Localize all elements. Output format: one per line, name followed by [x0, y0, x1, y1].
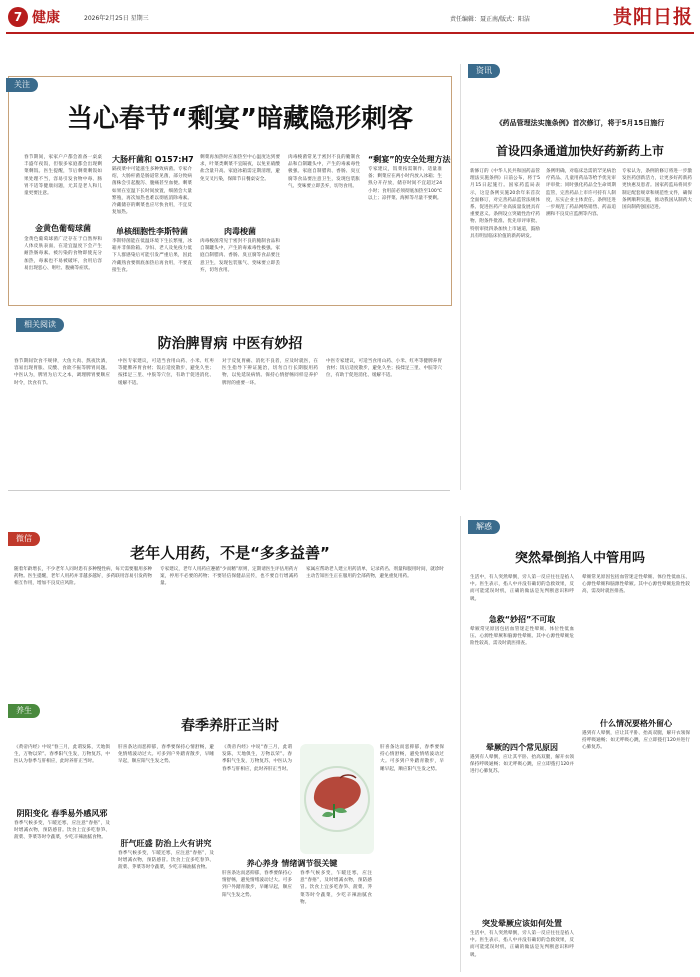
tag-letters: 微信 — [8, 532, 40, 546]
main-sub-ecoli: 大肠杆菌和 O157:H7 — [112, 155, 194, 164]
tag-news: 资讯 — [468, 64, 500, 78]
faint-col-c: 遇到有人晕倒，应让其平卧、抬高双腿，解开衣领保持呼吸通畅；如无呼吸心跳，应立即拨打120并进行心肺复苏。 — [470, 755, 574, 775]
faint-col-f: 遇到有人晕倒，应让其平卧、抬高双腿，解开衣领保持呼吸通畅；如无呼吸心跳，应立即拨打120并进行心肺复苏。 — [582, 731, 690, 751]
spring-sub-2: 养心养身 情绪调节很关键 — [246, 859, 338, 868]
main-col-c: 李斯特菌能在低温环境下生长繁殖，冰箱并非保险箱。孕妇、老人及免疫力低下人群感染后可能引发严重后果，因此冷藏熟食要彻底加热后再食用，不要直接生食。 — [112, 239, 192, 273]
news-col-b: 条例明确，对临床急需的罕见病治疗药品、儿童用药品等给予优先审评审批；同时强化药品全生命周期监管，完善药品上市许可持有人制度，压实企业主体责任。条例还进一步规范了药品网络销售、药品追溯和不良反应监测等内容。 — [546, 169, 616, 218]
main-col-e: 专家建议，饭菜按需制作、适量准备；剩菜应在两小时内放入冰箱；生熟分开存放，储存时间不宜超过24小时；食用前必须彻底加热至100℃以上；凉拌菜、海鲜等尽量不要剩。 — [368, 167, 442, 201]
main-intro: 春节期间，家家户户都会准备一桌桌丰盛年夜饭，但很多家庭都会出现剩菜剩饭。医生提醒，节后剩菜剩饭如果处理不当，容易引发食物中毒、肠胃不适等健康问题，尤其是老人和儿童更要注意。 — [24, 155, 102, 197]
tag-answer: 解惑 — [468, 520, 500, 534]
main-sub-staph: 金黄色葡萄球菌 — [35, 224, 91, 233]
faint-col-e: 晕厥常见原因包括血管迷走性晕厥、体位性低血压、心源性晕厥和脑源性晕厥。其中心源性晕厥危险性较高，需及时就医排查。 — [582, 575, 690, 595]
faint-sub-4: 突发晕厥应该如何处置 — [482, 919, 562, 928]
spring-col-d: 春季气候多变，乍暖还寒，应注意“春捂”，及时增减衣物，预防感冒。饮食上宜多吃春笋、菠菜、荠菜等时令蔬菜，少吃辛辣油腻食物。 — [118, 851, 214, 871]
column-rule-2 — [460, 516, 461, 972]
spring-col-e: 《黄帝内经》中说“春三月，此谓发陈，天地俱生，万物以荣”。春季阳气生发，万物复苏，中医认为春季与肝相应，此时养肝正当时。 — [222, 745, 292, 772]
elder-col-c: 家属应帮助老人建立用药清单，记录药名、剂量和服用时间，就诊时主动告知医生正在服用的全部药物，避免重复用药。 — [306, 567, 444, 580]
newspaper-logo: 贵阳日报 — [612, 6, 693, 28]
tcm-col-d: 中医专家建议，可适当食用山药、小米、红枣等健脾养胃食材；饭后适度散步，避免久坐；按揉足三里、中脘等穴位，有助于促进消化、缓解不适。 — [326, 359, 442, 379]
main-sub-safety: “剩宴”的安全处理方法 — [368, 155, 451, 164]
news-kicker: 《药品管理法实施条例》首次修订，将于5月15日施行 — [495, 119, 665, 127]
elder-headline: 老年人用药，不是“多多益善” — [130, 544, 330, 562]
tcm-col-c: 对于反复胃痛、消化不良者，应及时就医，在医生指导下辨证施治，切勿自行长期服用药物，以免延误病情。保持心情舒畅同样是养护脾胃的重要一环。 — [222, 359, 318, 386]
faint-sub-1: 急救“妙招”不可取 — [488, 615, 556, 624]
liver-icon — [300, 744, 374, 854]
elder-col-b: 专家建议，老年人用药应遵循“少而精”原则，定期请医生评估用药方案，停用不必要的药物；不要轻信保健品宣传，也不要自行增减药量。 — [160, 567, 298, 587]
spring-col-h: 肝喜条达而恶抑郁，春季要保持心情舒畅，避免情绪波动过大。可多到户外踏青散步，早睡早起，顺应阳气生发之势。 — [380, 745, 444, 772]
faint-sub-2: 晕厥的四个常见原因 — [486, 743, 558, 752]
main-col-c2: 剩菜再加热时应加热至中心温度达到要求，叶菜类剩菜不宜隔夜，以免亚硝酸盐含量升高。家庭冰箱需定期清理，避免交叉污染，保障节日餐桌安全。 — [200, 155, 280, 182]
main-col-e2: 肉毒梭菌常见于密封不良的腌制食品和自制罐头中，产生的毒素毒性极强。家庭自制腊肉、香肠、臭豆腐等食品要注意卫生，发现包装胀气、变味要立即丢弃，切勿食用。 — [288, 155, 360, 189]
faint-headline: 突然晕倒掐人中管用吗 — [514, 551, 645, 566]
main-col-b: 金黄色葡萄球菌广泛存在于自然界和人体皮肤表面，在适宜温度下会产生耐热肠毒素。被污染的食物即使充分加热，毒素也不易被破坏，食用后容易出现恶心、呕吐、腹痛等症状。 — [24, 237, 102, 271]
tag-wellness: 养生 — [8, 704, 40, 718]
page-header — [6, 4, 694, 34]
tcm-col-b: 中医专家建议，可适当食用山药、小米、红枣等健脾养胃食材；饭后适度散步，避免久坐；按揉足三里、中脘等穴位，有助于促进消化、缓解不适。 — [118, 359, 214, 386]
faint-col-a: 生活中，有人突然晕倒，旁人第一反应往往是掐人中。医生表示，掐人中并没有确切的急救效果，反而可能延误时机，正确的做法是先判断意识和呼吸。 — [470, 575, 574, 602]
section-name: 健康 — [32, 10, 60, 26]
news-rule — [470, 162, 690, 163]
main-col-d: 肉毒梭菌常见于密封不良的腌制食品和自制罐头中，产生的毒素毒性极强。家庭自制腊肉、香肠、臭豆腐等食品要注意卫生，发现包装胀气、变味要立即丢弃，切勿食用。 — [200, 239, 280, 273]
spring-col-a: 《黄帝内经》中说“春三月，此谓发陈，天地俱生，万物以荣”。春季阳气生发，万物复苏，中医认为春季与肝相应，此时养肝正当时。 — [14, 745, 110, 765]
faint-col-d: 生活中，有人突然晕倒，旁人第一反应往往是掐人中。医生表示，掐人中并没有确切的急救效果，反而可能延误时机，正确的做法是先判断意识和呼吸。 — [470, 931, 574, 958]
spring-col-g: 春季气候多变，乍暖还寒，应注意“春捂”，及时增减衣物，预防感冒。饮食上宜多吃春笋、菠菜、荠菜等时令蔬菜，少吃辛辣油腻食物。 — [300, 871, 372, 905]
issue-date: 2026年2月25日 星期三 — [84, 15, 149, 22]
column-rule — [460, 64, 461, 490]
news-col-c: 专家认为，条例的修订将进一步激发医药创新活力，让更多好药新药更快惠及患者。国家药监局将同步制定配套规章和规范性文件，确保条例顺利实施，推动我国从制药大国向制药强国迈进。 — [622, 169, 692, 211]
page-number: 7 — [8, 7, 28, 27]
elder-col-a: 随着年龄增长，不少老年人同时患有多种慢性病，每天需要服用多种药物。医生提醒，老年人用药并非越多越好，多药联用容易引发药物相互作用，增加不良反应风险。 — [14, 567, 152, 587]
editor-credits: 责任编辑：聂正南/版式：阳洁 — [450, 16, 531, 23]
tcm-col-a: 春节期间饮食不规律，大鱼大肉、熬夜饮酒，容易出现胃胀、反酸、食欲不振等脾胃问题。中医认为，脾胃为后天之本，调理脾胃要顺应时令，饮食有节。 — [14, 359, 110, 386]
spring-col-f: 肝喜条达而恶抑郁，春季要保持心情舒畅，避免情绪波动过大。可多到户外踏青散步，早睡早起，顺应阳气生发之势。 — [222, 871, 292, 898]
news-col-a: 新修订的《中华人民共和国药品管理法实施条例》日前公布，将于5月15日起施行。国家药监局表示，这是条例实施20余年来首次全面修订，对完善药品监管法规体系、促进医药产业高质量发展具有重要意义。条例设立突破性治疗药物、附条件批准、优先审评审批、特别审批四条加快上市通道，鼓励具有明显临床价值的新药研发。 — [470, 169, 540, 239]
spring-col-b: 春季气候多变，乍暖还寒，应注意“春捂”，及时增减衣物，预防感冒。饮食上宜多吃春笋、菠菜、荠菜等时令蔬菜，少吃辛辣油腻食物。 — [14, 821, 110, 841]
main-sub-botulinum: 肉毒梭菌 — [224, 227, 256, 236]
main-sub-listeria: 单核细胞性李斯特菌 — [116, 227, 188, 236]
main-col-a: 隔夜菜中可能滋生多种致病菌。专家介绍，大肠杆菌是肠道常见菌，部分致病菌株会引起腹泻、腹痛甚至血便。剩菜如果在室温下长时间放置，细菌会大量繁殖，再次加热也难以彻底消除毒素。冷藏储存的剩菜也应尽快食用，不宜反复加热。 — [112, 167, 192, 216]
liver-illustration — [300, 744, 374, 854]
faint-sub-3: 什么情况要格外留心 — [600, 719, 672, 728]
news-headline: 首设四条通道加快好药新药上市 — [495, 144, 664, 158]
divider-line — [8, 490, 450, 491]
main-headline: 当心春节“剩宴”暗藏隐形刺客 — [66, 104, 414, 134]
spring-col-c: 肝喜条达而恶抑郁，春季要保持心情舒畅，避免情绪波动过大。可多到户外踏青散步，早睡早起，顺应阳气生发之势。 — [118, 745, 214, 765]
spring-sub-3: 肝气旺盛 防治上火有讲究 — [120, 839, 212, 848]
tag-attention: 关注 — [6, 78, 38, 92]
spring-headline: 春季养肝正当时 — [181, 718, 279, 734]
tag-related: 相关阅读 — [16, 318, 64, 332]
tcm-headline: 防治脾胃病 中医有妙招 — [157, 336, 303, 352]
faint-col-b: 晕厥常见原因包括血管迷走性晕厥、体位性低血压、心源性晕厥和脑源性晕厥。其中心源性晕厥危险性较高，需及时就医排查。 — [470, 627, 574, 647]
spring-sub-1: 阴阳变化 春季易外感风邪 — [16, 809, 108, 818]
